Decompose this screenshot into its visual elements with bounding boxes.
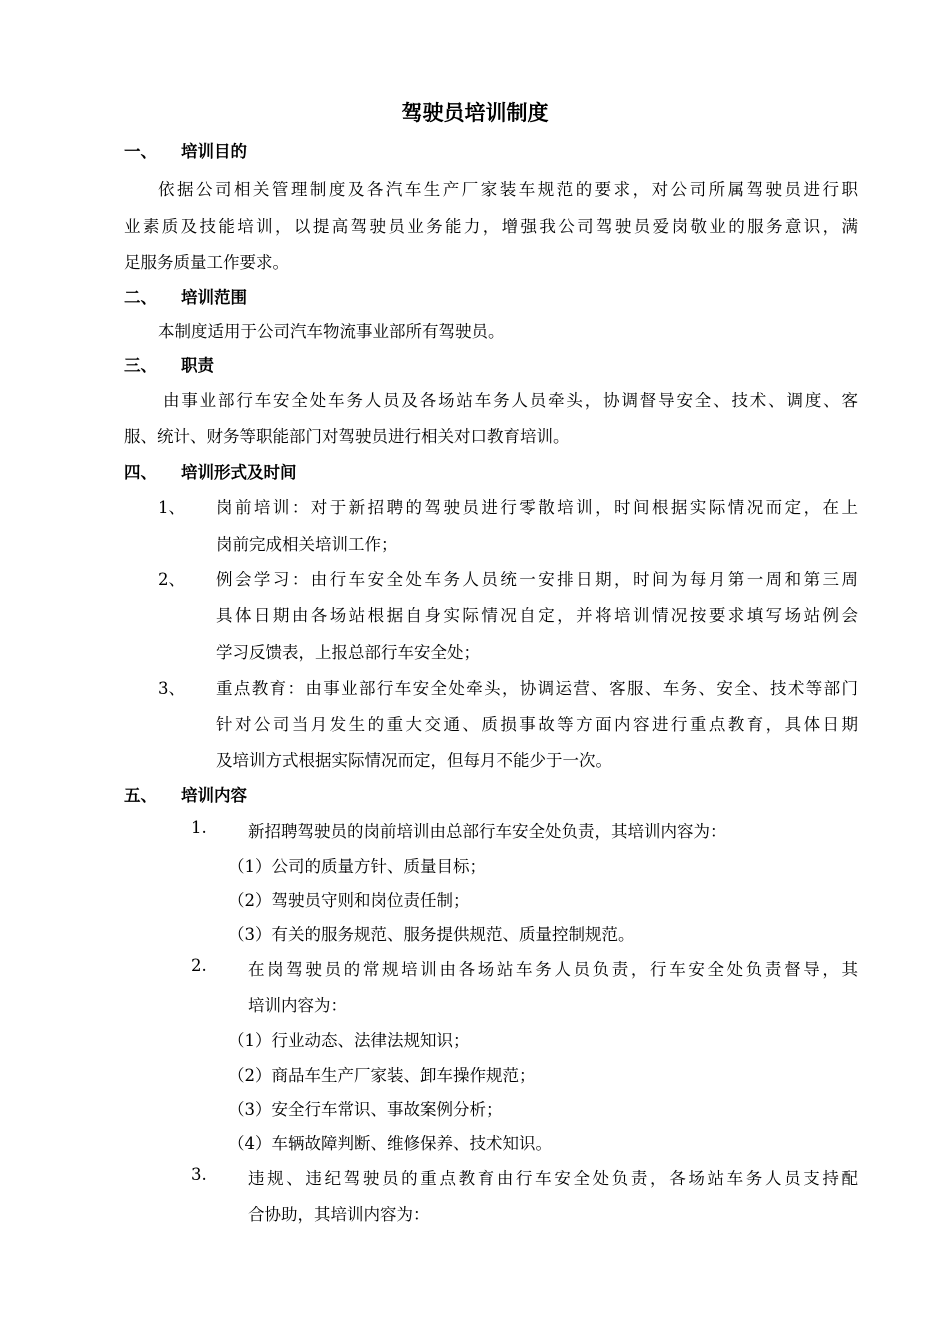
list-item-line: 违规、违纪驾驶员的重点教育由行车安全处负责，各场站车务人员支持配 [248,1169,858,1188]
list-item-line: 培训内容为： [248,996,347,1015]
list-number: 2. [191,956,207,975]
section-number: 三、 [124,356,157,375]
list-item-line: 重点教育：由事业部行车安全处牵头，协调运营、客服、车务、安全、技术等部门 [216,679,858,698]
paragraph-line: 依据公司相关管理制度及各汽车生产厂家装车规范的要求，对公司所属驾驶员进行职 [158,180,858,199]
list-item-line: 在岗驾驶员的常规培训由各场站车务人员负责，行车安全处负责督导，其 [248,960,858,979]
sub-item: （1）行业动态、法律法规知识； [228,1031,470,1050]
section-heading-duties [124,352,214,376]
document-title: 驾驶员培训制度 [401,101,549,125]
list-number: 3、 [158,679,185,698]
list-item-line: 岗前培训：对于新招聘的驾驶员进行零散培训，时间根据实际情况而定，在上 [216,498,858,517]
section-number: 五、 [124,786,157,805]
list-item-line: 岗前完成相关培训工作； [216,535,398,554]
section-number: 二、 [124,288,157,307]
section-label: 培训范围 [181,288,247,307]
sub-item: （3）安全行车常识、事故案例分析； [228,1100,503,1119]
list-number: 1. [191,818,207,837]
list-item-line: 针对公司当月发生的重大交通、质损事故等方面内容进行重点教育，具体日期 [216,715,858,734]
section-number: 四、 [124,463,157,482]
paragraph-line: 业素质及技能培训，以提高驾驶员业务能力，增强我公司驾驶员爱岗敬业的服务意识，满 [124,217,858,236]
paragraph-line: 服、统计、财务等职能部门对驾驶员进行相关对口教育培训。 [124,427,570,446]
list-number: 3. [191,1165,207,1184]
section-heading-content [124,782,247,806]
section-heading-scope [124,284,247,308]
sub-item: （1）公司的质量方针、质量目标； [228,857,486,876]
section-label: 培训目的 [181,142,247,161]
sub-item: （3）有关的服务规范、服务提供规范、质量控制规范。 [228,925,635,944]
paragraph-line: 本制度适用于公司汽车物流事业部所有驾驶员。 [158,322,505,341]
list-item-line: 及培训方式根据实际情况而定，但每月不能少于一次。 [216,751,612,770]
paragraph-line: 足服务质量工作要求。 [124,253,289,272]
sub-item: （2）驾驶员守则和岗位责任制； [228,891,470,910]
sub-item: （4）车辆故障判断、维修保养、技术知识。 [228,1134,552,1153]
list-number: 1、 [158,498,185,517]
section-label: 培训形式及时间 [181,463,297,482]
list-item-line: 合协助，其培训内容为： [248,1205,430,1224]
section-number: 一、 [124,142,157,161]
list-item-line: 新招聘驾驶员的岗前培训由总部行车安全处负责，其培训内容为： [248,822,727,841]
list-number: 2、 [158,570,185,589]
section-heading-format [124,459,297,483]
section-label: 培训内容 [181,786,247,805]
list-item-line: 例会学习：由行车安全处车务人员统一安排日期，时间为每月第一周和第三周 [216,570,858,589]
paragraph-line: 由事业部行车安全处车务人员及各场站车务人员牵头，协调督导安全、技术、调度、客 [163,391,858,410]
list-item-line: 具体日期由各场站根据自身实际情况自定，并将培训情况按要求填写场站例会 [216,606,858,625]
section-heading-purpose [124,138,247,162]
section-label: 职责 [181,356,214,375]
sub-item: （2）商品车生产厂家装、卸车操作规范； [228,1066,536,1085]
list-item-line: 学习反馈表，上报总部行车安全处； [216,643,480,662]
